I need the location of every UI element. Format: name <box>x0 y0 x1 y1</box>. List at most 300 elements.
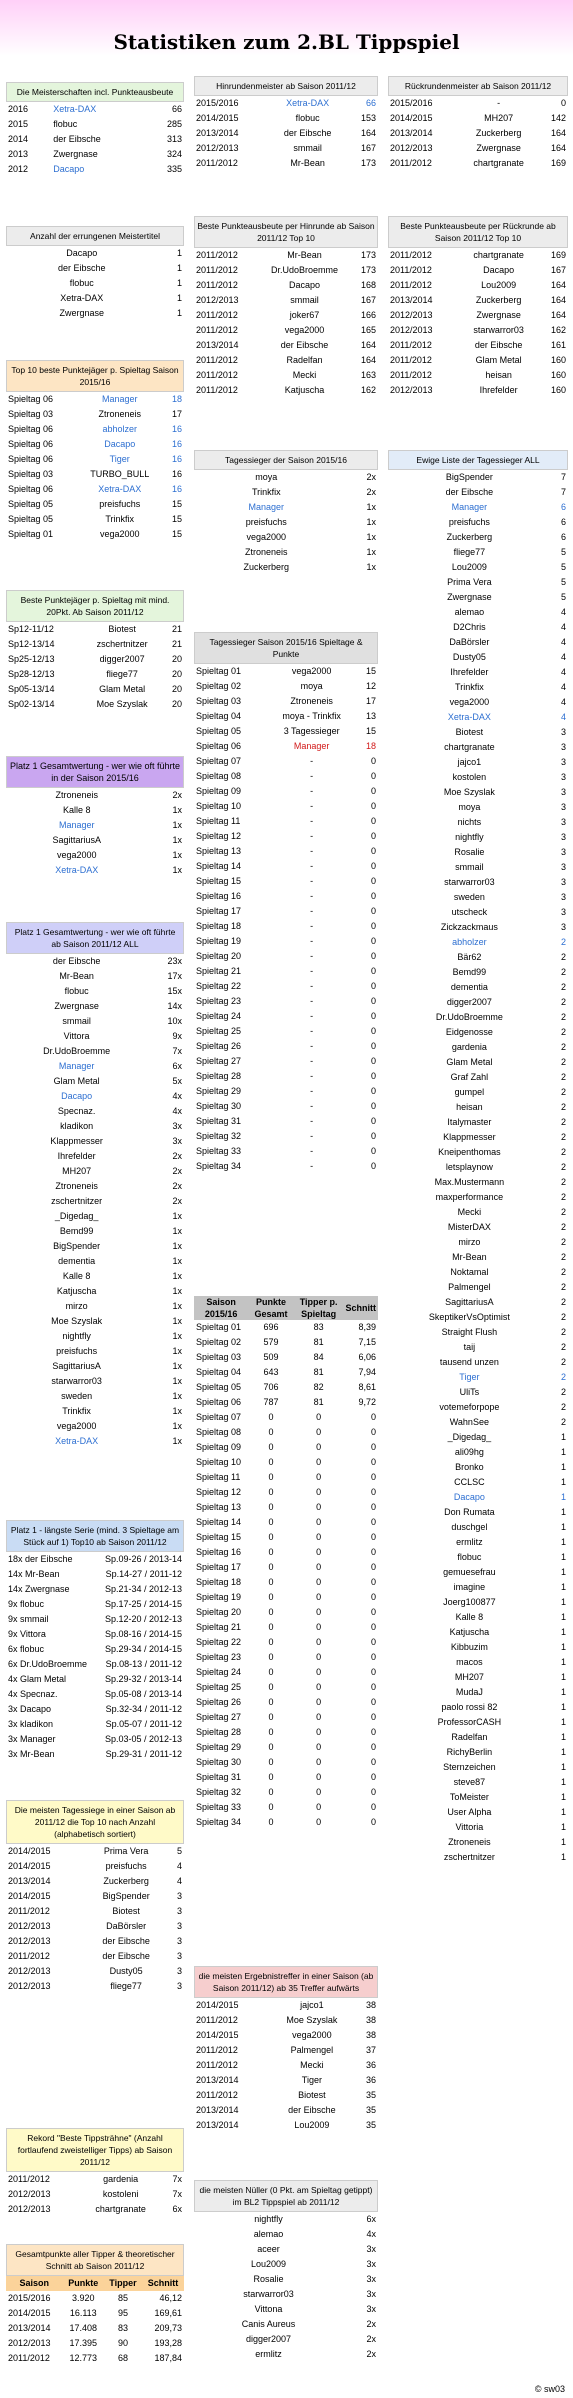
table-row <box>194 1395 378 1410</box>
platz1_all-cell: starwarror03 <box>51 1376 102 1386</box>
table-row <box>388 1400 568 1415</box>
beste_rueck-cell: 169 <box>550 250 566 260</box>
nuller-cell: 2x <box>366 2319 376 2329</box>
schnitt-cell: Spieltag 14 <box>196 1517 242 1527</box>
schnitt-cell: Spieltag 33 <box>196 1802 242 1812</box>
beste_rueck-cell: 2012/2013 <box>390 385 433 395</box>
schnitt-cell: 7,15 <box>358 1337 376 1347</box>
schnitt-cell: Spieltag 04 <box>196 1367 242 1377</box>
table-row <box>194 1695 378 1710</box>
platz1_1516-cell: Ztroneneis <box>55 790 99 800</box>
table-row <box>194 515 378 530</box>
table-row <box>388 950 568 965</box>
beste_20plus-cell: Sp12-11/12 <box>8 624 54 634</box>
tagessieger_liste-cell: Spieltag 08 <box>196 771 242 781</box>
schnitt-cell: Spieltag 24 <box>196 1667 242 1677</box>
table-row <box>6 1029 184 1044</box>
beste_20plus-header: Beste Punktejäger p. Spieltag mit mind. 20Pkt. Ab Saison 2011/12 <box>6 590 184 622</box>
tagessieger_liste-cell: Spieltag 23 <box>196 996 242 1006</box>
table-row <box>6 437 184 452</box>
serie-cell: 3x Dacapo <box>8 1704 52 1714</box>
table-row <box>194 1605 378 1620</box>
treffer-cell: 2014/2015 <box>196 2000 239 2010</box>
schnitt-col-header: Saison 2015/16 <box>194 1296 248 1320</box>
treffer-cell: 38 <box>365 2015 376 2025</box>
table-row <box>6 1552 184 1567</box>
meister-cell: 2012 <box>8 164 29 174</box>
tippstraehne-cell: 2012/2013 <box>8 2189 51 2199</box>
nuller-cell: starwarror03 <box>243 2289 294 2299</box>
table-row <box>6 1269 184 1284</box>
treffer-cell: 2013/2014 <box>196 2105 239 2115</box>
top10_spieltag-cell: Spieltag 06 <box>8 454 54 464</box>
table-row <box>388 1490 568 1505</box>
platz1_all-cell: flobuc <box>64 986 89 996</box>
meiste_tagessiege-cell: fliege77 <box>110 1981 142 1991</box>
serie-cell: Sp.08-13 / 2011-12 <box>105 1659 182 1669</box>
ewige-cell: ermlitz <box>456 1537 483 1547</box>
ewige-cell: 2 <box>560 1042 566 1052</box>
top10_spieltag-cell: 16 <box>171 469 182 479</box>
schnitt-cell: 0 <box>370 1652 376 1662</box>
schnitt-cell: 0 <box>316 1517 322 1527</box>
table-row <box>194 1440 378 1455</box>
platz1_all-cell: Bemd99 <box>59 1226 94 1236</box>
beste_rueck-cell: der Eibsche <box>474 340 523 350</box>
table-row <box>194 1069 378 1084</box>
table-row <box>6 1104 184 1119</box>
table-row <box>194 111 378 126</box>
schnitt-cell: 0 <box>370 1517 376 1527</box>
serie-cell: 6x Dr.UdoBroemme <box>8 1659 88 1669</box>
schnitt-cell: 787 <box>263 1397 279 1407</box>
ewige-cell: 1 <box>560 1507 566 1517</box>
beste_20plus-cell: 21 <box>171 639 182 649</box>
table-row <box>6 422 184 437</box>
nuller-cell: 6x <box>366 2214 376 2224</box>
table-row <box>388 1370 568 1385</box>
tagessieger_liste-cell: vega2000 <box>291 666 332 676</box>
table-row <box>194 919 378 934</box>
ewige-cell: Kibbuzim <box>450 1642 488 1652</box>
beste_20plus-cell: Moe Szyslak <box>96 699 148 709</box>
serie-cell: Sp.09-26 / 2013-14 <box>104 1554 182 1564</box>
treffer-cell: 38 <box>365 2030 376 2040</box>
top10_spieltag-cell: Xetra-DAX <box>98 484 142 494</box>
platz1_all-header: Platz 1 Gesamtwertung - wer wie oft führte ab Saison 2011/12 ALL <box>6 922 184 954</box>
meister-table <box>6 102 184 177</box>
ewige-cell: 1 <box>560 1687 566 1697</box>
meister-cell: 313 <box>166 134 182 144</box>
table-row <box>194 1998 378 2013</box>
top10_spieltag-cell: 16 <box>171 439 182 449</box>
table-row <box>194 470 378 485</box>
ewige-cell: 3 <box>560 817 566 827</box>
beste_rueck-cell: Zuckerberg <box>475 295 522 305</box>
ewige-cell: 1 <box>560 1732 566 1742</box>
tagessieger_liste-cell: Spieltag 06 <box>196 741 242 751</box>
tagessieger_liste-cell: Spieltag 33 <box>196 1146 242 1156</box>
tippstraehne-cell: gardenia <box>103 2174 139 2184</box>
table-row <box>194 1785 378 1800</box>
treffer-cell: 2011/2012 <box>196 2090 238 2100</box>
ewige-cell: Noktamal <box>450 1267 489 1277</box>
schnitt-cell: 0 <box>370 1532 376 1542</box>
schnitt-cell: Spieltag 25 <box>196 1682 242 1692</box>
tagessieger_1516-cell: Trinkfix <box>251 487 281 497</box>
table-row <box>388 875 568 890</box>
ewige-cell: flobuc <box>457 1552 482 1562</box>
schnitt-cell: Spieltag 15 <box>196 1532 242 1542</box>
table-row <box>6 2336 184 2351</box>
serie-cell: 9x flobuc <box>8 1599 45 1609</box>
gesamtpunkte-cell: 68 <box>117 2353 128 2363</box>
tagessieger_liste-cell: Spieltag 25 <box>196 1026 242 1036</box>
hinrunde-cell: Mr-Bean <box>290 158 325 168</box>
top10_spieltag-cell: Spieltag 05 <box>8 514 54 524</box>
table-row <box>194 1099 378 1114</box>
tagessieger_1516-cell: 1x <box>366 532 376 542</box>
platz1_all-cell: 4x <box>172 1106 182 1116</box>
schnitt-cell: 0 <box>316 1427 322 1437</box>
table-row <box>6 1044 184 1059</box>
table-row <box>194 1650 378 1665</box>
ewige-cell: 2 <box>560 1312 566 1322</box>
schnitt-col-header: Punkte Gesamt <box>248 1296 294 1320</box>
table-row <box>194 1620 378 1635</box>
ewige-cell: Radelfan <box>451 1732 488 1742</box>
tagessieger_liste-cell: - <box>310 831 314 841</box>
ewige-cell: Kalle 8 <box>455 1612 484 1622</box>
table-row <box>6 1404 184 1419</box>
hinrunde-cell: 164 <box>360 128 376 138</box>
schnitt-cell: 0 <box>370 1457 376 1467</box>
schnitt-cell: 0 <box>316 1667 322 1677</box>
tagessieger_liste-cell: 0 <box>370 936 376 946</box>
beste_hin-cell: 2011/2012 <box>196 355 238 365</box>
nuller-cell: 2x <box>366 2349 376 2359</box>
platz1_all-cell: 1x <box>172 1376 182 1386</box>
platz1_all-cell: 7x <box>172 1046 182 1056</box>
schnitt-cell: 509 <box>263 1352 279 1362</box>
ewige-cell: UliTs <box>459 1387 480 1397</box>
table-row <box>6 2202 184 2217</box>
schnitt-cell: 0 <box>370 1607 376 1617</box>
table-row <box>388 1835 568 1850</box>
nuller-cell: 3x <box>366 2304 376 2314</box>
beste_20plus-cell: 20 <box>171 699 182 709</box>
gesamtpunkte-cell: 209,73 <box>154 2323 182 2333</box>
table-row <box>388 248 568 263</box>
box-schnitt <box>194 1296 378 1830</box>
schnitt-cell: 0 <box>268 1652 274 1662</box>
ewige-cell: 2 <box>560 1327 566 1337</box>
box-platz1-1516 <box>6 756 184 878</box>
schnitt-cell: Spieltag 22 <box>196 1637 242 1647</box>
schnitt-cell: 0 <box>316 1727 322 1737</box>
tagessieger_liste-cell: - <box>310 1041 314 1051</box>
beste_rueck-cell: 164 <box>550 295 566 305</box>
table-row <box>388 620 568 635</box>
ewige-cell: preisfuchs <box>448 517 490 527</box>
table-row <box>6 1844 184 1859</box>
meistertitel-header: Anzahl der errungenen Meistertitel <box>6 226 184 246</box>
table-row <box>194 934 378 949</box>
beste_hin-cell: der Eibsche <box>280 340 329 350</box>
table-row <box>6 1389 184 1404</box>
table-row <box>6 2172 184 2187</box>
schnitt-cell: 0 <box>268 1577 274 1587</box>
serie-cell: Sp.29-34 / 2014-15 <box>104 1644 182 1654</box>
tagessieger_liste-cell: Spieltag 10 <box>196 801 242 811</box>
ewige-cell: 1 <box>560 1432 566 1442</box>
platz1_all-cell: 2x <box>172 1196 182 1206</box>
treffer-cell: 35 <box>365 2120 376 2130</box>
gesamtpunkte-col-header: Schnitt <box>142 2276 184 2291</box>
tagessieger_liste-cell: - <box>310 1131 314 1141</box>
table-row <box>6 1657 184 1672</box>
table-row <box>6 527 184 542</box>
hinrunde-cell: 167 <box>360 143 376 153</box>
table-row <box>388 725 568 740</box>
ewige-cell: MisterDAX <box>447 1222 491 1232</box>
schnitt-cell: 0 <box>370 1817 376 1827</box>
table-row <box>194 994 378 1009</box>
table-row <box>194 2317 378 2332</box>
table-row <box>194 1084 378 1099</box>
tippstraehne-cell: 6x <box>172 2204 182 2214</box>
box-tippstraehne <box>6 2128 184 2217</box>
table-row <box>388 800 568 815</box>
beste_20plus-cell: 20 <box>171 669 182 679</box>
ewige-cell: 1 <box>560 1702 566 1712</box>
table-row <box>388 635 568 650</box>
gesamtpunkte-col-header: Tipper <box>104 2276 142 2291</box>
tagessieger_liste-cell: 0 <box>370 771 376 781</box>
tagessieger_1516-cell: 1x <box>366 562 376 572</box>
table-row <box>6 1627 184 1642</box>
meister-cell: 2016 <box>8 104 29 114</box>
tagessieger_liste-cell: - <box>310 771 314 781</box>
platz1_1516-header: Platz 1 Gesamtwertung - wer wie oft führte in der Saison 2015/16 <box>6 756 184 788</box>
ewige-cell: User Alpha <box>447 1807 492 1817</box>
rueckrunde-cell: 2013/2014 <box>390 128 433 138</box>
schnitt-cell: Spieltag 01 <box>196 1322 242 1332</box>
ewige-cell: kostolen <box>452 772 487 782</box>
table-row <box>388 323 568 338</box>
table-row <box>388 263 568 278</box>
beste_20plus-cell: Glam Metal <box>99 684 146 694</box>
platz1_1516-cell: 1x <box>172 820 182 830</box>
meiste_tagessiege-cell: Zuckerberg <box>103 1876 149 1886</box>
table-row <box>194 2332 378 2347</box>
tippstraehne-table <box>6 2172 184 2217</box>
schnitt-cell: 0 <box>316 1652 322 1662</box>
schnitt-cell: 81 <box>313 1367 324 1377</box>
table-row <box>6 2321 184 2336</box>
tagessieger_liste-cell: - <box>310 1116 314 1126</box>
platz1_all-cell: 14x <box>167 1001 182 1011</box>
ewige-cell: gumpel <box>454 1087 485 1097</box>
schnitt-cell: Spieltag 08 <box>196 1427 242 1437</box>
rueckrunde-cell: 164 <box>550 143 566 153</box>
tagessieger_liste-cell: Manager <box>293 741 330 751</box>
schnitt-cell: 0 <box>268 1412 274 1422</box>
ewige-cell: 1 <box>560 1537 566 1547</box>
platz1_all-cell: Zwergnase <box>54 1001 99 1011</box>
table-row <box>6 1149 184 1164</box>
page-title: Statistiken zum 2.BL Tippspiel <box>113 30 460 54</box>
beste_rueck-cell: 2011/2012 <box>390 250 432 260</box>
top10_spieltag-cell: abholzer <box>102 424 137 434</box>
platz1_all-cell: 3x <box>172 1136 182 1146</box>
table-row <box>6 1134 184 1149</box>
treffer-cell: 37 <box>365 2045 376 2055</box>
schnitt-cell: 0 <box>316 1502 322 1512</box>
tagessieger_liste-cell: Spieltag 26 <box>196 1041 242 1051</box>
platz1_1516-cell: SagittariusA <box>52 835 102 845</box>
ewige-table <box>388 470 568 1865</box>
ewige-cell: BigSpender <box>445 472 493 482</box>
serie-cell: 3x Mr-Bean <box>8 1749 55 1759</box>
nuller-cell: Vittona <box>254 2304 283 2314</box>
rueckrunde-cell: 2011/2012 <box>390 158 432 168</box>
ewige-cell: Sternzeichen <box>443 1762 496 1772</box>
table-row <box>6 1612 184 1627</box>
treffer-cell: Moe Szyslak <box>286 2015 338 2025</box>
gesamtpunkte-cell: 46,12 <box>159 2293 182 2303</box>
ewige-cell: 2 <box>560 967 566 977</box>
table-row <box>194 949 378 964</box>
tagessieger_liste-cell: 0 <box>370 951 376 961</box>
schnitt-cell: 0 <box>316 1547 322 1557</box>
ewige-cell: 2 <box>560 952 566 962</box>
tagessieger_liste-cell: 15 <box>365 726 376 736</box>
platz1_all-cell: 4x <box>172 1091 182 1101</box>
tagessieger_liste-cell: Ztroneneis <box>290 696 333 706</box>
tagessieger_liste-cell: 0 <box>370 816 376 826</box>
table-row <box>6 1119 184 1134</box>
ewige-header: Ewige Liste der Tagessieger ALL <box>388 450 568 470</box>
table-row <box>388 1055 568 1070</box>
schnitt-cell: 0 <box>268 1442 274 1452</box>
table-row <box>194 560 378 575</box>
treffer-cell: vega2000 <box>292 2030 332 2040</box>
beste_rueck-cell: Lou2009 <box>481 280 517 290</box>
table-row <box>388 1700 568 1715</box>
tagessieger_liste-cell: 0 <box>370 996 376 1006</box>
table-row <box>388 1340 568 1355</box>
table-row <box>388 1580 568 1595</box>
serie-cell: Sp.12-20 / 2012-13 <box>104 1614 182 1624</box>
meister-cell: 285 <box>166 119 182 129</box>
meister-cell: 2013 <box>8 149 29 159</box>
tagessieger_liste-cell: - <box>310 1146 314 1156</box>
meister-cell: Xetra-DAX <box>53 104 97 114</box>
schnitt-cell: Spieltag 12 <box>196 1487 242 1497</box>
meister-cell: flobuc <box>53 119 78 129</box>
beste_hin-cell: vega2000 <box>284 325 325 335</box>
table-row <box>194 1380 378 1395</box>
schnitt-cell: Spieltag 16 <box>196 1547 242 1557</box>
schnitt-cell: 0 <box>370 1562 376 1572</box>
nuller-cell: Rosalie <box>253 2274 284 2284</box>
table-row <box>194 2212 378 2227</box>
table-row <box>194 724 378 739</box>
beste_20plus-cell: Sp12-13/14 <box>8 639 55 649</box>
beste_rueck-cell: 160 <box>550 370 566 380</box>
ewige-cell: 3 <box>560 787 566 797</box>
table-row <box>194 799 378 814</box>
ewige-cell: gardenia <box>451 1042 487 1052</box>
table-row <box>194 2347 378 2362</box>
table-row <box>388 1610 568 1625</box>
schnitt-cell: 0 <box>316 1532 322 1542</box>
table-row <box>6 984 184 999</box>
table-row <box>194 844 378 859</box>
meiste_tagessiege-cell: 2012/2013 <box>8 1936 51 1946</box>
table-row <box>194 1335 378 1350</box>
platz1_all-cell: 23x <box>167 956 182 966</box>
platz1_1516-cell: 1x <box>172 835 182 845</box>
table-row <box>194 2028 378 2043</box>
table-row <box>388 1730 568 1745</box>
ewige-cell: Zwergnase <box>447 592 492 602</box>
schnitt-cell: Spieltag 29 <box>196 1742 242 1752</box>
table-row <box>194 2088 378 2103</box>
platz1_all-cell: 1x <box>172 1301 182 1311</box>
beste_hin-cell: 2011/2012 <box>196 325 238 335</box>
table-row <box>6 818 184 833</box>
serie-cell: 3x Manager <box>8 1734 56 1744</box>
ewige-cell: 4 <box>560 637 566 647</box>
schnitt-table <box>194 1296 378 1830</box>
schnitt-cell: Spieltag 18 <box>196 1577 242 1587</box>
beste_20plus-cell: Sp25-12/13 <box>8 654 55 664</box>
table-row <box>194 293 378 308</box>
tagessieger_liste-cell: Spieltag 14 <box>196 861 242 871</box>
table-row <box>194 2118 378 2133</box>
table-row <box>6 788 184 803</box>
top10_spieltag-cell: 15 <box>171 514 182 524</box>
schnitt-cell: 0 <box>268 1757 274 1767</box>
schnitt-cell: 0 <box>370 1667 376 1677</box>
box-beste-rueck <box>388 216 568 398</box>
table-row <box>6 392 184 407</box>
ewige-cell: WahnSee <box>449 1417 489 1427</box>
treffer-table <box>194 1998 378 2133</box>
ewige-cell: 5 <box>560 577 566 587</box>
table-row <box>6 2351 184 2366</box>
table-row <box>388 695 568 710</box>
tagessieger_liste-cell: 0 <box>370 1056 376 1066</box>
beste_hin-cell: 2012/2013 <box>196 295 239 305</box>
top10_spieltag-cell: 16 <box>171 424 182 434</box>
nuller-cell: alemao <box>253 2229 284 2239</box>
nuller-cell: digger2007 <box>245 2334 292 2344</box>
tagessieger_liste-cell: Spieltag 29 <box>196 1086 242 1096</box>
table-row <box>194 1500 378 1515</box>
ewige-cell: 2 <box>560 1402 566 1412</box>
treffer-cell: 2013/2014 <box>196 2120 239 2130</box>
schnitt-cell: 0 <box>370 1472 376 1482</box>
beste_20plus-cell: zschertnitzer <box>96 639 148 649</box>
tagessieger_liste-cell: - <box>310 1011 314 1021</box>
ewige-cell: Prima Vera <box>447 577 492 587</box>
schnitt-cell: 83 <box>313 1322 324 1332</box>
schnitt-cell: 0 <box>268 1502 274 1512</box>
table-row <box>388 1625 568 1640</box>
